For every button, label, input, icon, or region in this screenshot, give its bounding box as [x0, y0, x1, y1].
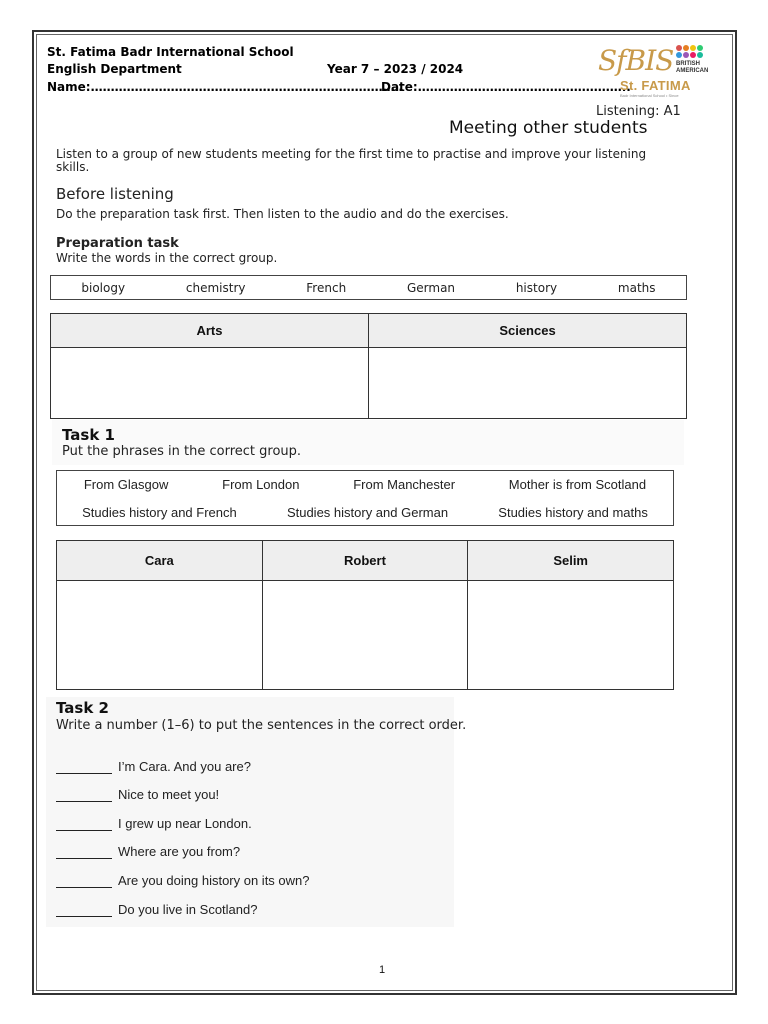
table-header-robert: Robert: [262, 541, 468, 581]
order-number-blank[interactable]: [56, 817, 112, 831]
phrase-item: From Glasgow: [83, 477, 169, 492]
word-bank-item: maths: [617, 280, 656, 295]
word-bank-item: history: [515, 280, 558, 295]
task2-instruction: Write a number (1–6) to put the sentences in the correct order.: [56, 718, 467, 733]
arts-sciences-table: [50, 313, 687, 419]
order-sentence: [56, 902, 257, 920]
date-field[interactable]: Date:……………………………………………..: [381, 80, 631, 94]
phrase-item: Studies history and German: [286, 505, 449, 520]
order-sentence: [56, 787, 219, 805]
logo-british: BRITISH: [676, 61, 700, 67]
task1-instruction: Put the phrases in the correct group.: [62, 444, 302, 459]
school-logo: [596, 40, 714, 100]
sentence-text: Do you live in Scotland?: [118, 902, 258, 917]
table-header-cara: Cara: [57, 541, 263, 581]
order-number-blank[interactable]: [56, 760, 112, 774]
worksheet-title: Meeting other students: [449, 118, 648, 138]
order-number-blank[interactable]: [56, 874, 112, 888]
order-sentence: [56, 873, 310, 891]
level-label: Listening: A1: [596, 104, 681, 119]
phrase-bank: [56, 470, 674, 526]
sentence-text: Nice to meet you!: [118, 787, 220, 802]
table-header-arts: Arts: [51, 314, 369, 348]
order-number-blank[interactable]: [56, 788, 112, 802]
sentence-text: I’m Cara. And you are?: [118, 759, 251, 774]
students-table: [56, 540, 674, 690]
department-name: English Department: [47, 62, 182, 76]
phrase-item: From London: [222, 477, 300, 492]
sciences-answer-cell[interactable]: [369, 348, 687, 419]
word-bank-item: chemistry: [185, 280, 246, 295]
sentence-text: I grew up near London.: [118, 816, 252, 831]
word-bank-item: French: [306, 280, 347, 295]
phrase-item: From Manchester: [353, 477, 456, 492]
logo-tagline: Badr International School • Since: [620, 93, 679, 98]
order-sentence: [56, 816, 252, 834]
before-listening-heading: Before listening: [56, 185, 174, 203]
order-number-blank[interactable]: [56, 845, 112, 859]
task2-heading: Task 2: [56, 699, 109, 717]
word-bank-item: biology: [81, 280, 126, 295]
logo-curriculum: [676, 61, 708, 75]
word-bank-item: German: [406, 280, 456, 295]
preparation-task-instruction: Write the words in the correct group.: [56, 251, 278, 265]
order-sentence: [56, 844, 240, 862]
name-field[interactable]: Name:……………………………………………………………………: [47, 80, 403, 94]
logo-color-dots: [676, 45, 703, 58]
phrase-item: Studies history and French: [82, 505, 237, 520]
cara-answer-cell[interactable]: [57, 581, 263, 690]
logo-monogram: SfBIS: [598, 44, 674, 77]
table-header-sciences: Sciences: [369, 314, 687, 348]
word-bank: [50, 275, 687, 300]
order-number-blank[interactable]: [56, 903, 112, 917]
task1-heading: Task 1: [62, 426, 115, 444]
sentence-text: Are you doing history on its own?: [118, 873, 310, 888]
selim-answer-cell[interactable]: [468, 581, 674, 690]
page-number: 1: [379, 964, 386, 976]
before-listening-instruction: Do the preparation task first. Then listen to the audio and do the exercises.: [56, 207, 509, 221]
school-name: St. Fatima Badr International School: [47, 45, 294, 59]
school-year: Year 7 – 2023 / 2024: [327, 62, 464, 76]
phrase-item: Mother is from Scotland: [508, 477, 647, 492]
preparation-task-heading: Preparation task: [56, 236, 179, 251]
arts-answer-cell[interactable]: [51, 348, 369, 419]
phrase-item: Studies history and maths: [498, 505, 648, 520]
logo-brand: St. FATIMA: [620, 78, 691, 93]
table-header-selim: Selim: [468, 541, 674, 581]
intro-text: Listen to a group of new students meeting for the first time to practise and improve your listening skills.: [56, 147, 647, 174]
robert-answer-cell[interactable]: [262, 581, 468, 690]
sentence-text: Where are you from?: [118, 844, 241, 859]
logo-american: AMERICAN: [676, 68, 709, 74]
order-sentence: [56, 759, 251, 777]
